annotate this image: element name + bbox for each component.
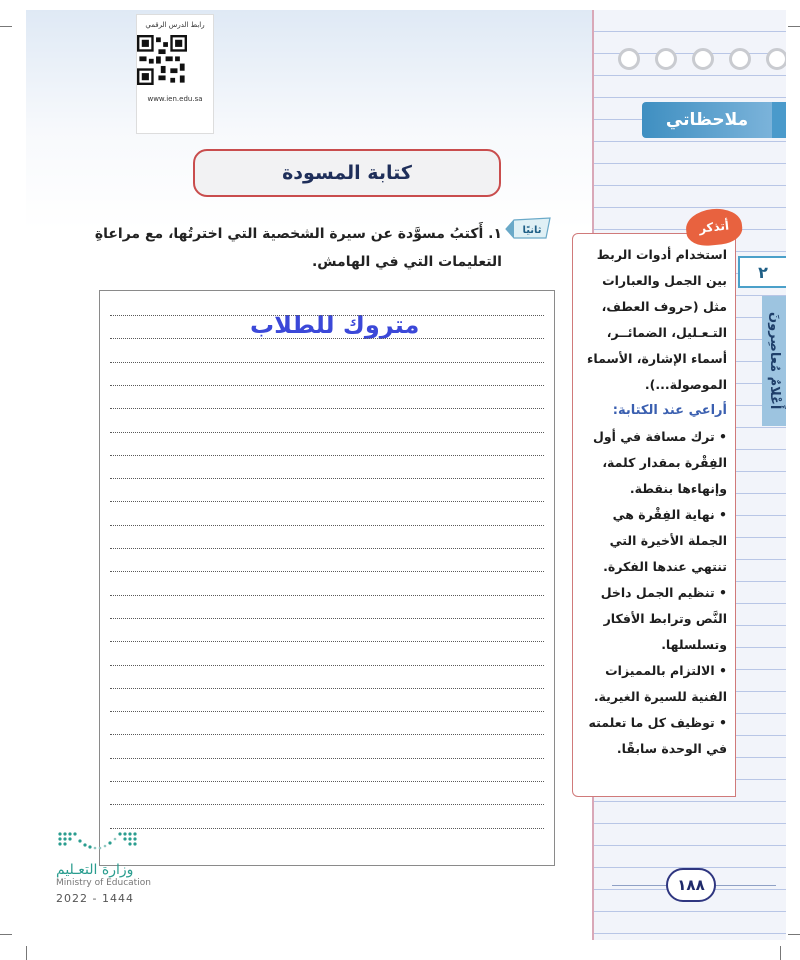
writing-line	[110, 665, 544, 666]
binder-holes	[618, 48, 786, 70]
instruction-text: ١. أَكتبُ مسوَّدة عن سيرة الشخصية التي اخترتُها، مع مراعاةِ التعليمات التي في الهامش.	[94, 226, 502, 270]
draft-writing-area[interactable]	[99, 290, 555, 866]
section-title-text: كتابة المسودة	[282, 162, 412, 184]
writing-line	[110, 804, 544, 805]
edition-year: 2022 - 1444	[56, 892, 134, 905]
writing-line	[110, 571, 544, 572]
second-badge-label: ثانيًا	[522, 225, 542, 236]
writing-line	[110, 641, 544, 642]
remember-line: بين الجمل والعبارات	[602, 273, 727, 288]
ministry-of-education-logo	[56, 828, 176, 905]
writing-line	[110, 432, 544, 433]
writing-line	[110, 501, 544, 502]
writing-tip: النَّص وترابط الأفكار	[603, 611, 727, 626]
unit-name-text: أَعْلامٌ مُعاصِرونَ	[767, 312, 782, 410]
textbook-page	[26, 10, 786, 940]
remember-line: أسماء الإشارة، الأسماء	[587, 351, 727, 366]
digital-lesson-qr[interactable]	[136, 14, 214, 134]
writing-tip: • الالتزام بالمميزات	[605, 663, 727, 678]
page-number-text: ١٨٨	[677, 876, 705, 894]
remember-line: التـعـليل، الضمائــر،	[606, 325, 727, 340]
binder-hole	[618, 48, 640, 70]
ministry-name-ar: وزارة التعـليم	[56, 862, 134, 878]
writing-line	[110, 688, 544, 689]
unit-name-tab	[762, 296, 786, 426]
writing-tip: • توظيف كل ما تعلمته	[588, 715, 727, 730]
writing-line	[110, 525, 544, 526]
writing-line	[110, 781, 544, 782]
writing-line	[110, 711, 544, 712]
remember-badge-label: أتذكر	[698, 218, 730, 236]
writing-line	[110, 315, 544, 316]
binder-hole	[729, 48, 751, 70]
qr-caption: رابط الدرس الرقمي	[145, 21, 205, 29]
writing-tip: تنتهي عندها الفكرة.	[603, 559, 727, 574]
my-notes-tab	[642, 102, 772, 138]
writing-line	[110, 734, 544, 735]
my-notes-label: ملاحظاتي	[665, 110, 749, 130]
unit-number	[738, 256, 786, 288]
writing-line	[110, 595, 544, 596]
writing-line	[110, 478, 544, 479]
writing-line	[110, 362, 544, 363]
writing-tip: في الوحدة سابقًا.	[616, 741, 727, 756]
binder-hole	[692, 48, 714, 70]
writing-line	[110, 618, 544, 619]
left-for-students-note: متروك للطلاب	[250, 311, 420, 339]
writing-line	[110, 455, 544, 456]
writing-tips-heading: أراعي عند الكتابة:	[612, 403, 727, 418]
writing-tip: الفنية للسيرة الغيرية.	[593, 689, 727, 704]
page-number-rule	[612, 885, 666, 886]
remember-box	[572, 233, 736, 797]
second-badge-icon	[504, 216, 554, 242]
page-number	[666, 868, 716, 902]
ministry-name-en: Ministry of Education	[56, 878, 151, 888]
qr-url: www.ien.edu.sa	[147, 95, 203, 103]
writing-line	[110, 548, 544, 549]
writing-tip: • ترك مسافة في أول	[593, 429, 727, 444]
remember-line: مثل (حروف العطف،	[601, 299, 727, 314]
writing-line	[110, 758, 544, 759]
writing-tip: وتسلسلها.	[661, 637, 727, 652]
unit-number-text: ٢	[758, 262, 768, 282]
writing-tip: • نهاية الفِقْرة هي	[612, 507, 727, 522]
writing-tip: وإنهاءها بنقطة.	[629, 481, 727, 496]
writing-line	[110, 408, 544, 409]
remember-line: الموصولة...).	[644, 377, 727, 392]
writing-line	[110, 385, 544, 386]
section-title	[193, 149, 501, 197]
page-number-rule	[716, 885, 776, 886]
ministry-logo-icon	[56, 828, 146, 856]
writing-line	[110, 338, 544, 339]
remember-line: استخدام أدوات الربط	[596, 247, 727, 262]
binder-hole	[766, 48, 786, 70]
writing-tip: • تنظيم الجمل داخل	[600, 585, 727, 600]
writing-tip: الفِقْرة بمقدار كلمة،	[602, 455, 727, 470]
qr-code-icon	[137, 35, 187, 85]
binder-hole	[655, 48, 677, 70]
writing-tip: الجملة الأخيرة التي	[609, 533, 727, 548]
